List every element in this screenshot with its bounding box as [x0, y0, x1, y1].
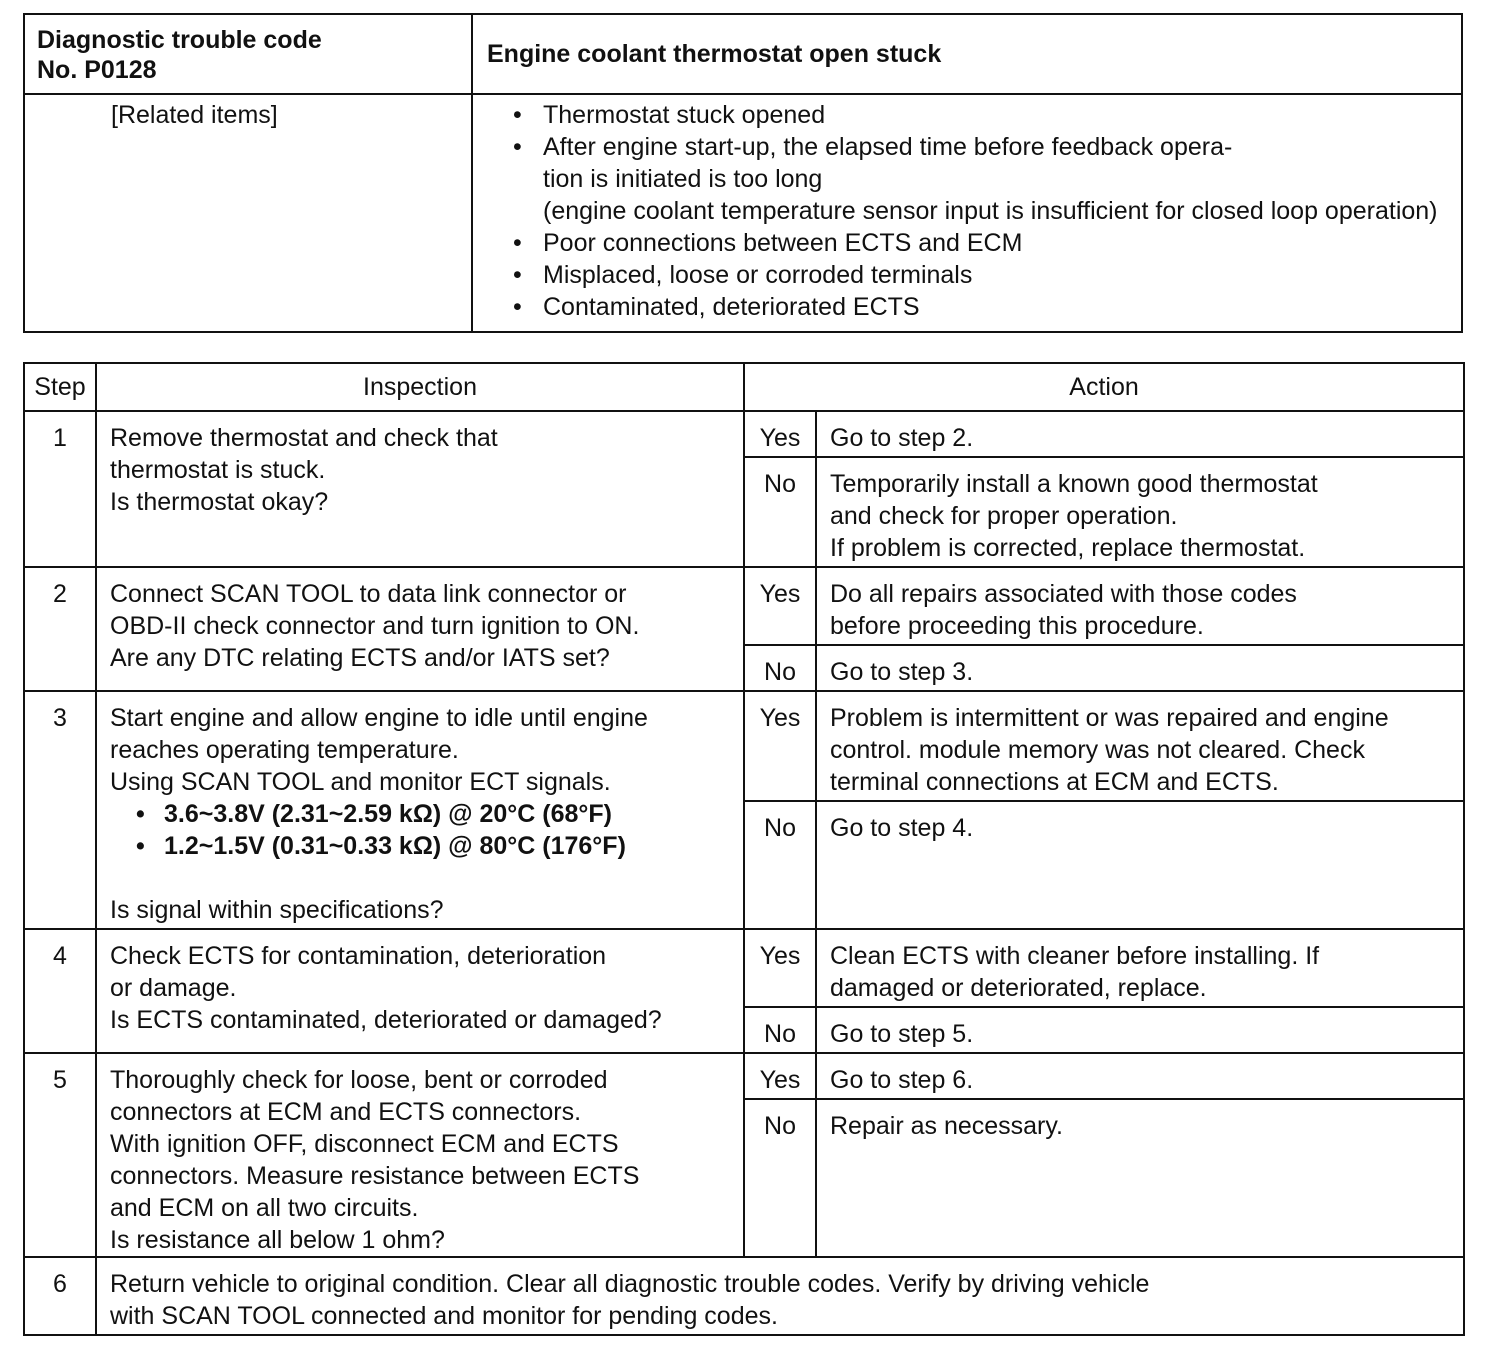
related-item	[513, 227, 1451, 259]
no-label: No	[744, 457, 816, 567]
inspection-line: connectors at ECM and ECTS connectors.	[110, 1098, 582, 1126]
related-item-line: • Contaminated, deteriorated ECTS	[543, 293, 920, 321]
inspection-line: Check ECTS for contamination, deterioration	[110, 942, 607, 970]
action-line: terminal connections at ECM and ECTS.	[830, 768, 1279, 796]
step-number: 1	[24, 411, 96, 567]
yes-label: Yes	[744, 1053, 816, 1099]
yes-action	[816, 929, 1464, 1007]
yes-label: Yes	[744, 411, 816, 457]
yes-action	[816, 1053, 1464, 1099]
step-text-line: Return vehicle to original condition. Clear all diagnostic trouble codes. Verify by driving vehicle	[110, 1270, 1150, 1298]
step-column-header: Step	[24, 363, 96, 411]
no-label: No	[744, 1007, 816, 1053]
no-label: No	[744, 1099, 816, 1257]
action-line: control. module memory was not cleared. Check	[830, 736, 1365, 764]
step-number: 3	[24, 691, 96, 929]
step-number: 5	[24, 1053, 96, 1257]
step-inspection	[96, 929, 744, 1053]
related-item	[513, 99, 1451, 131]
spec-item: • 3.6~3.8V (2.31~2.59 kΩ) @ 20°C (68°F)	[136, 798, 733, 830]
yes-label: Yes	[744, 567, 816, 645]
action-line: Go to step 4.	[830, 814, 974, 842]
related-item-line: tion is initiated is too long	[543, 165, 823, 193]
no-label: No	[744, 801, 816, 929]
step-inspection	[96, 691, 744, 929]
action-line: and check for proper operation.	[830, 502, 1178, 530]
action-line: Do all repairs associated with those codes	[830, 580, 1297, 608]
table-row	[24, 567, 1464, 645]
no-action	[816, 801, 1464, 929]
inspection-line: or damage.	[110, 974, 237, 1002]
related-item-line: • Misplaced, loose or corroded terminals	[543, 261, 973, 289]
step-number: 2	[24, 567, 96, 691]
step-inspection	[96, 411, 744, 567]
step-full-text	[96, 1257, 1464, 1335]
inspection-line: reaches operating temperature.	[110, 736, 459, 764]
step-text-line: with SCAN TOOL connected and monitor for pending codes.	[110, 1302, 778, 1330]
action-line: If problem is corrected, replace thermostat.	[830, 534, 1306, 562]
inspection-line: Is thermostat okay?	[110, 488, 329, 516]
inspection-line: Thoroughly check for loose, bent or corroded	[110, 1066, 608, 1094]
dtc-number: No. P0128	[37, 56, 157, 84]
table-header-row	[24, 363, 1464, 411]
related-items-cell	[472, 94, 1462, 332]
yes-action	[816, 411, 1464, 457]
inspection-column-header: Inspection	[96, 363, 744, 411]
related-items-label: [Related items]	[24, 94, 472, 332]
action-line: Temporarily install a known good thermostat	[830, 470, 1318, 498]
no-action	[816, 645, 1464, 691]
action-line: before proceeding this procedure.	[830, 612, 1204, 640]
no-label: No	[744, 645, 816, 691]
inspection-line: Connect SCAN TOOL to data link connector or	[110, 580, 627, 608]
dtc-label: Diagnostic trouble code	[37, 26, 322, 54]
inspection-line: Start engine and allow engine to idle until engine	[110, 704, 648, 732]
dtc-code-cell	[24, 14, 472, 94]
inspection-line: OBD-II check connector and turn ignition to ON.	[110, 612, 640, 640]
table-row	[24, 1257, 1464, 1335]
no-action	[816, 1007, 1464, 1053]
table-row	[24, 1053, 1464, 1099]
action-line: Repair as necessary.	[830, 1112, 1063, 1141]
step-inspection	[96, 567, 744, 691]
related-item-line: (engine coolant temperature sensor input is insufficient for closed loop operation)	[543, 197, 1438, 225]
spec-list	[110, 798, 733, 862]
action-line: Clean ECTS with cleaner before installing. If	[830, 942, 1320, 970]
inspection-line: Using SCAN TOOL and monitor ECT signals.	[110, 768, 611, 796]
related-item-line: • After engine start-up, the elapsed time before feedback opera-	[543, 133, 1233, 161]
related-item-line: • Thermostat stuck opened	[543, 101, 826, 129]
table-row	[24, 411, 1464, 457]
no-action	[816, 1099, 1464, 1257]
step-number: 4	[24, 929, 96, 1053]
related-item	[513, 131, 1451, 227]
action-line: damaged or deteriorated, replace.	[830, 974, 1207, 1002]
related-item-line: • Poor connections between ECTS and ECM	[543, 229, 1023, 257]
inspection-line: thermostat is stuck.	[110, 456, 326, 484]
step-number: 6	[24, 1257, 96, 1335]
yes-action	[816, 567, 1464, 645]
inspection-line: Remove thermostat and check that	[110, 424, 498, 452]
related-items-list	[513, 99, 1451, 323]
yes-action	[816, 691, 1464, 801]
action-line: Go to step 3.	[830, 658, 974, 686]
inspection-question: Is signal within specifications?	[110, 896, 444, 924]
yes-label: Yes	[744, 929, 816, 1007]
spec-item: • 1.2~1.5V (0.31~0.33 kΩ) @ 80°C (176°F)	[136, 830, 733, 862]
no-action	[816, 457, 1464, 567]
table-row	[24, 691, 1464, 801]
related-item	[513, 259, 1451, 291]
yes-label: Yes	[744, 691, 816, 801]
steps-body	[24, 411, 1464, 1335]
inspection-line: With ignition OFF, disconnect ECM and ECTS	[110, 1130, 619, 1158]
action-column-header: Action	[744, 363, 1464, 411]
step-inspection	[96, 1053, 744, 1257]
dtc-title: Engine coolant thermostat open stuck	[472, 14, 1462, 94]
action-line: Go to step 5.	[830, 1020, 974, 1048]
action-line: Go to step 6.	[830, 1066, 974, 1094]
inspection-line: Are any DTC relating ECTS and/or IATS set?	[110, 644, 610, 672]
table-row	[24, 929, 1464, 1007]
inspection-line: Is resistance all below 1 ohm?	[110, 1226, 445, 1254]
action-line: Go to step 2.	[830, 424, 974, 452]
action-line: Problem is intermittent or was repaired and engine	[830, 704, 1389, 732]
inspection-line: Is ECTS contaminated, deteriorated or damaged?	[110, 1006, 662, 1034]
inspection-line: and ECM on all two circuits.	[110, 1194, 419, 1222]
related-item	[513, 291, 1451, 323]
diagnostic-steps-table	[23, 362, 1465, 1336]
dtc-header-table	[23, 13, 1463, 333]
inspection-line: connectors. Measure resistance between ECTS	[110, 1162, 640, 1190]
